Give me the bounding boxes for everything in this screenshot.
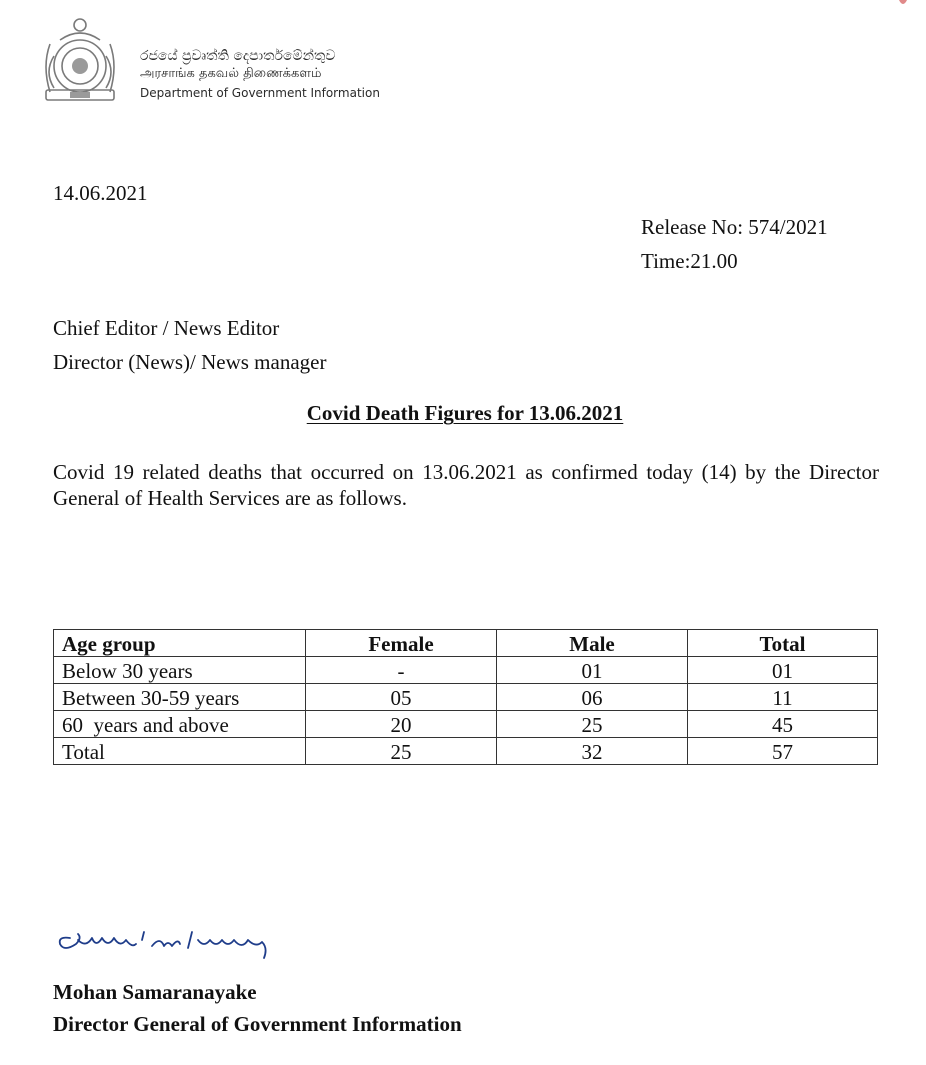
letterhead-sinhala: රජයේ ප්‍රවෘත්ති දෙපාර්තමේන්තුව — [140, 48, 336, 64]
table-cell: 32 — [497, 738, 688, 765]
letterhead-english: Department of Government Information — [140, 86, 380, 100]
table-row — [54, 657, 878, 684]
table-row — [54, 738, 878, 765]
table-header-row — [54, 630, 878, 657]
letterhead-tamil: அரசாங்க தகவல் திணைக்களம் — [140, 66, 322, 81]
table-cell: - — [306, 657, 497, 684]
table-cell: 60 years and above — [54, 711, 306, 738]
table-cell: 01 — [688, 657, 878, 684]
signatory-title: Director General of Government Information — [53, 1012, 462, 1036]
header-female: Female — [306, 630, 497, 657]
table-cell: 20 — [306, 711, 497, 738]
table-cell: Between 30-59 years — [54, 684, 306, 711]
recipient-line-2: Director (News)/ News manager — [53, 350, 327, 374]
document-title-text: Covid Death Figures for 13.06.2021 — [306, 401, 624, 425]
release-time: Time:21.00 — [641, 249, 738, 273]
deaths-table — [53, 629, 878, 765]
recipient-line-1: Chief Editor / News Editor — [53, 316, 280, 340]
document-title — [0, 401, 926, 426]
table-cell: Total — [54, 738, 306, 765]
release-date: 14.06.2021 — [53, 181, 148, 205]
handwritten-signature — [52, 918, 302, 968]
table-cell: 11 — [688, 684, 878, 711]
release-number: Release No: 574/2021 — [641, 215, 828, 239]
table-cell: 25 — [306, 738, 497, 765]
table-cell: Below 30 years — [54, 657, 306, 684]
table-row — [54, 684, 878, 711]
header-total: Total — [688, 630, 878, 657]
header-age-group: Age group — [54, 630, 306, 657]
table-cell: 05 — [306, 684, 497, 711]
table-cell: 06 — [497, 684, 688, 711]
intro-paragraph: Covid 19 related deaths that occurred on 13.06.2021 as confirmed today (14) by the Director General of Health Services are as follows. — [53, 460, 879, 510]
table-cell: 01 — [497, 657, 688, 684]
signatory-name: Mohan Samaranayake — [53, 980, 257, 1004]
header-male: Male — [497, 630, 688, 657]
table-row — [54, 711, 878, 738]
table-cell: 25 — [497, 711, 688, 738]
corner-mark-icon — [898, 0, 908, 8]
table-cell: 57 — [688, 738, 878, 765]
table-cell: 45 — [688, 711, 878, 738]
national-emblem-icon — [40, 16, 120, 104]
